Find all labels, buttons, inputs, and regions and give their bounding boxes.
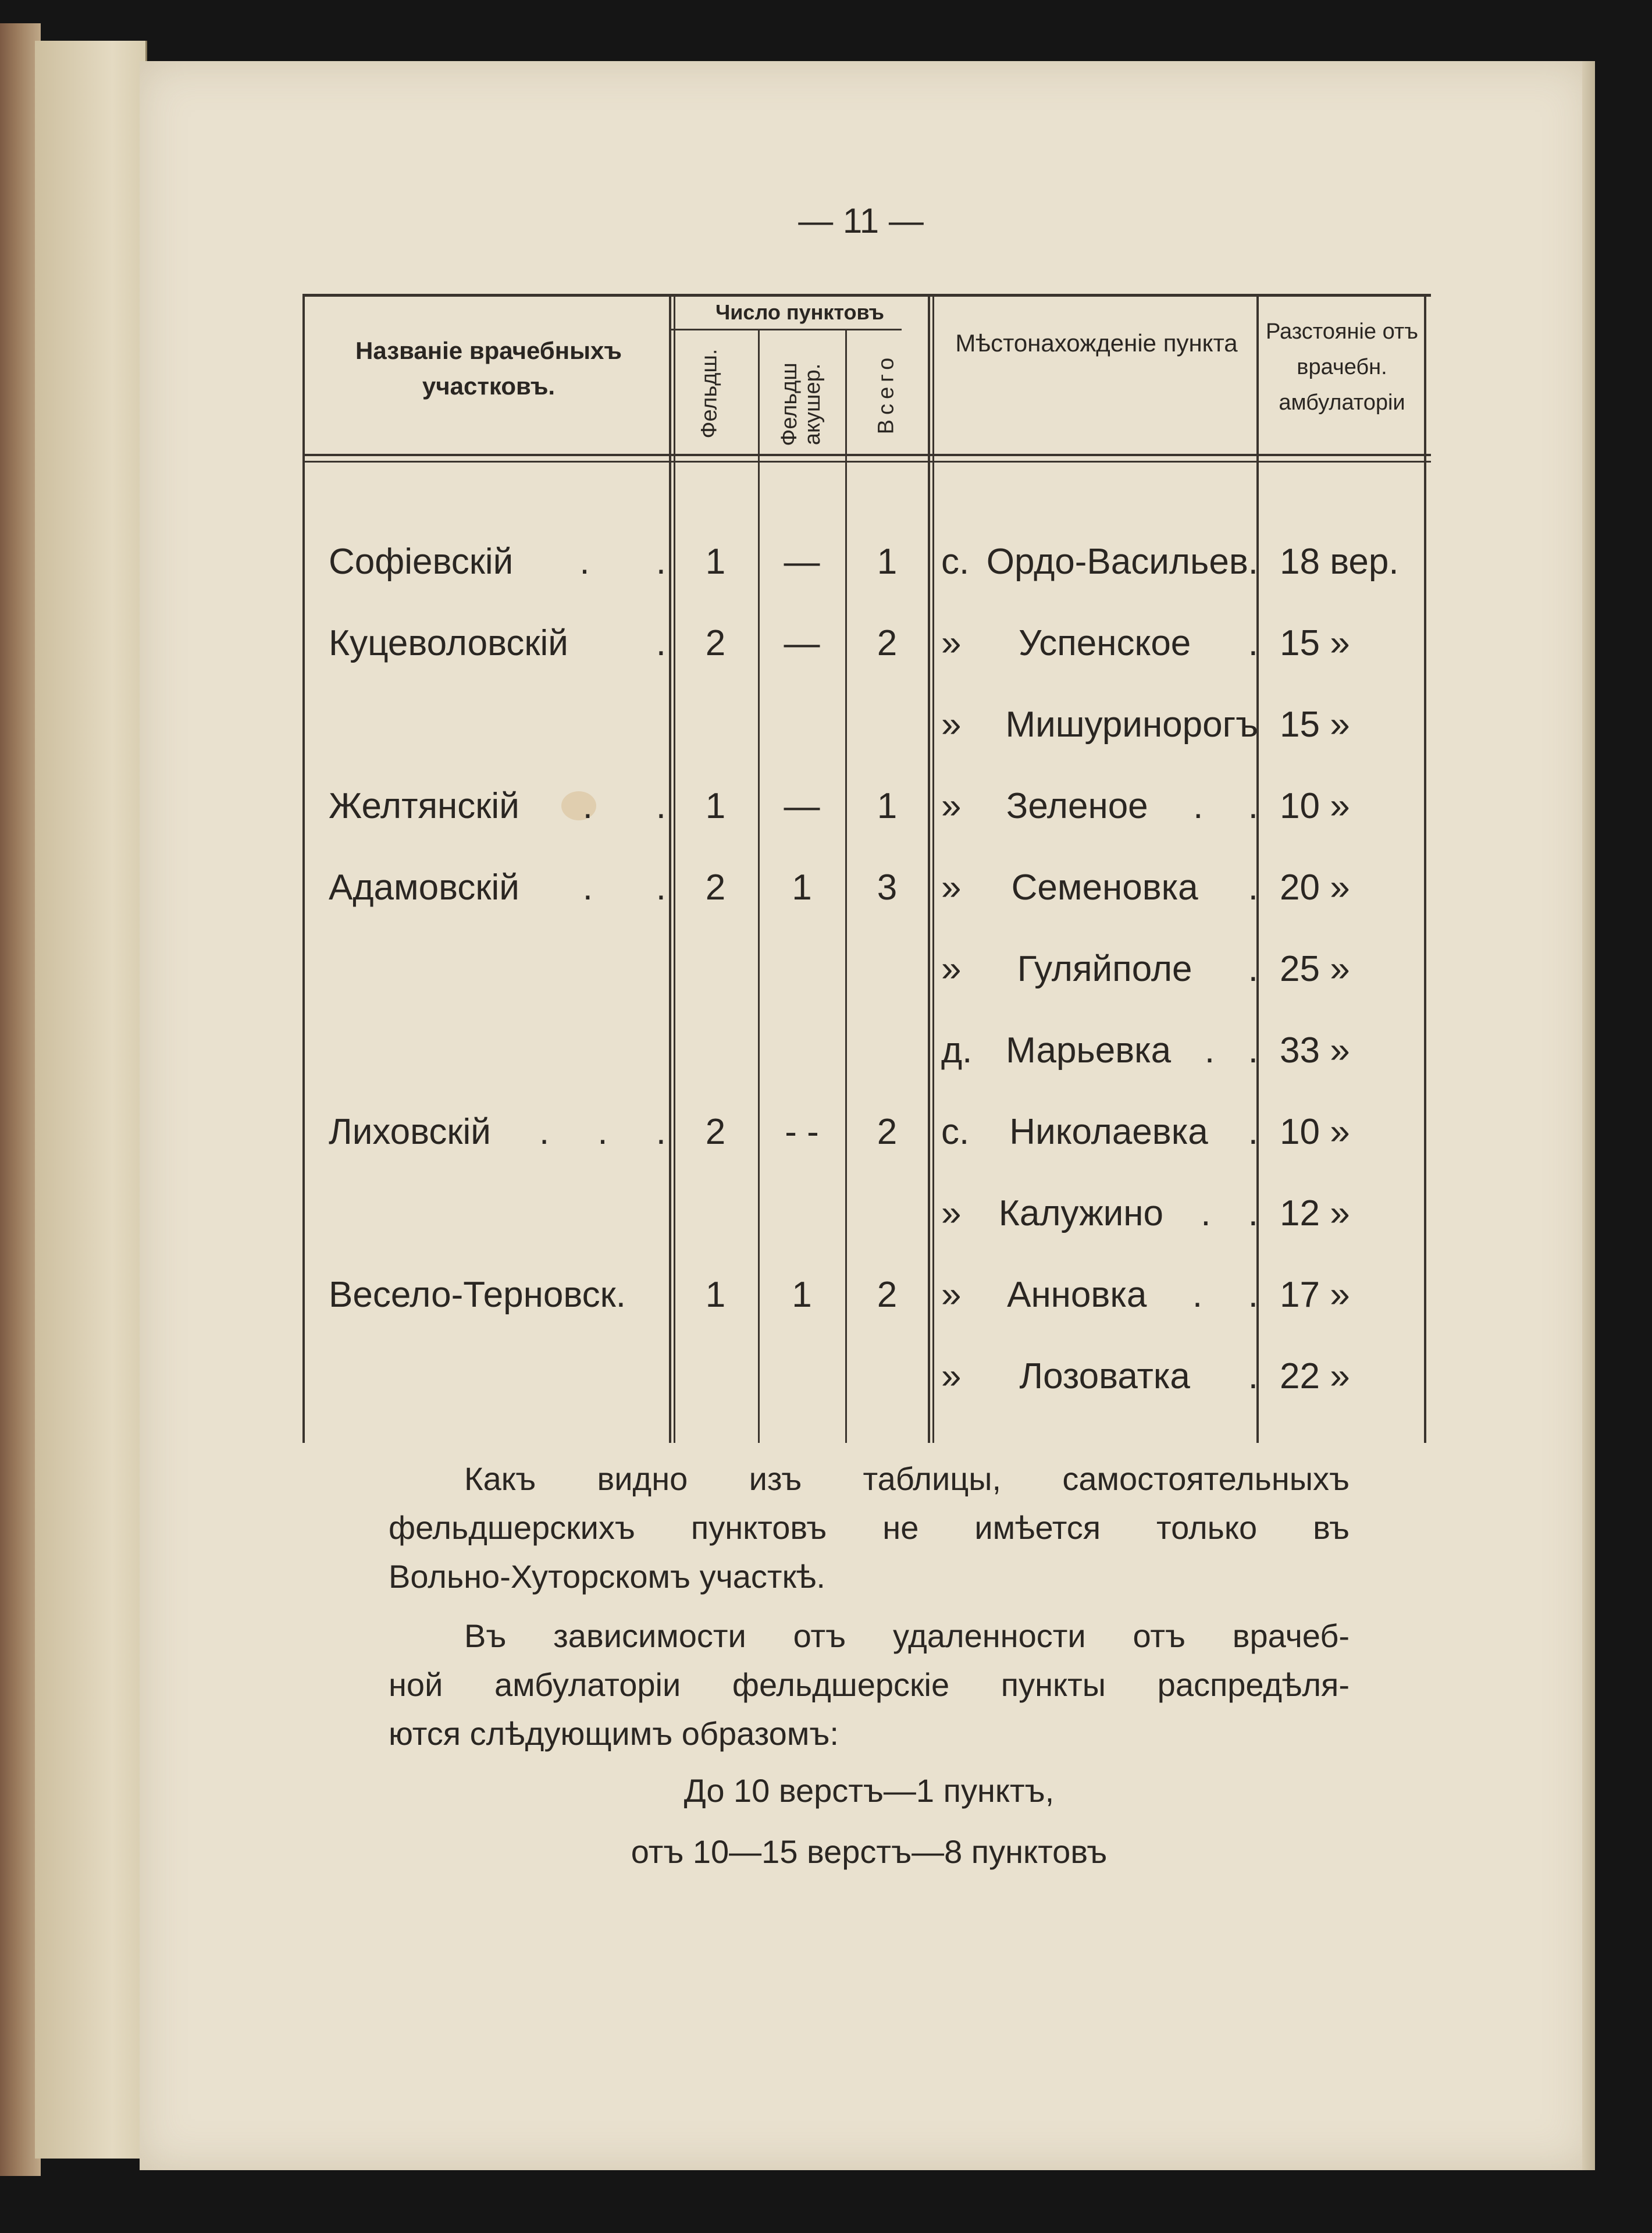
text-line: Въ зависимости отъ удаленности отъ врачеб- bbox=[464, 1617, 1350, 1654]
table-left-rule bbox=[302, 294, 305, 1443]
header-feldsher-midwife: Фельдш акушер. bbox=[777, 362, 825, 446]
cell-total: 2 bbox=[877, 1112, 898, 1152]
paragraph-2 bbox=[389, 1612, 1350, 1758]
header-total: Всего bbox=[874, 353, 899, 435]
cell-feldsher: 2 bbox=[705, 867, 726, 908]
cell-location: » Лозоватка . bbox=[941, 1356, 1258, 1396]
cell-feldsher: 1 bbox=[705, 786, 726, 826]
cell-feldsher: 2 bbox=[705, 1112, 726, 1152]
cell-midwife: — bbox=[784, 786, 820, 826]
page-right-edge bbox=[1582, 61, 1595, 2170]
cell-midwife: 1 bbox=[792, 1275, 812, 1315]
cell-location: с. Ордо-Васильев. bbox=[941, 542, 1258, 582]
list-item-2: отъ 10—15 верстъ—8 пунктовъ bbox=[631, 1833, 1108, 1870]
cell-midwife: 1 bbox=[792, 867, 812, 908]
col-rule bbox=[928, 294, 930, 1443]
text-line: ной амбулаторіи фельдшерскіе пункты распредѣля- bbox=[389, 1666, 1350, 1703]
cell-location: » Гуляйполе . bbox=[941, 949, 1258, 989]
cell-total: 3 bbox=[877, 867, 898, 908]
cell-distance: 22 » bbox=[1280, 1356, 1350, 1396]
cell-feldsher: 2 bbox=[705, 623, 726, 663]
cell-location: с. Николаевка . bbox=[941, 1112, 1258, 1152]
cell-distance: 17 » bbox=[1280, 1275, 1350, 1315]
cell-total: 2 bbox=[877, 1275, 898, 1315]
text-line: Какъ видно изъ таблицы, самостоятельныхъ bbox=[464, 1460, 1350, 1497]
table-top-rule bbox=[302, 294, 1431, 297]
cell-distance: 18 вер. bbox=[1280, 542, 1399, 582]
cell-midwife: — bbox=[784, 542, 820, 582]
cell-total: 1 bbox=[877, 542, 898, 582]
text-line: фельдшерскихъ пунктовъ не имѣется только въ bbox=[389, 1509, 1350, 1546]
cell-distance: 33 » bbox=[1280, 1030, 1350, 1071]
list-item-1: До 10 верстъ—1 пунктъ, bbox=[683, 1772, 1055, 1809]
cell-location: » Мишуринорогъ bbox=[941, 705, 1258, 745]
cell-district: Лиховскій . . . bbox=[329, 1112, 666, 1152]
cell-feldsher: 1 bbox=[705, 1275, 726, 1315]
cell-location: » Калужино . . bbox=[941, 1193, 1258, 1233]
text-line: Вольно-Хуторскомъ участкѣ. bbox=[389, 1558, 825, 1595]
cell-district: Весело-Терновск. bbox=[329, 1275, 626, 1315]
cell-district: Адамовскій . . bbox=[329, 867, 666, 908]
cell-distance: 15 » bbox=[1280, 623, 1350, 663]
cell-total: 1 bbox=[877, 786, 898, 826]
col-rule bbox=[669, 294, 671, 1443]
header-location: Мѣстонахожденіе пункта bbox=[955, 329, 1238, 357]
cell-midwife: — bbox=[784, 623, 820, 663]
cell-distance: 20 » bbox=[1280, 867, 1350, 908]
cell-feldsher: 1 bbox=[705, 542, 726, 582]
cell-location: » Зеленое . . bbox=[941, 786, 1258, 826]
header-district: Названіе врачебныхъ участковъ. bbox=[355, 337, 622, 400]
header-distance: Разстояніе отъ врачебн. амбулаторіи bbox=[1265, 319, 1419, 415]
cell-total: 2 bbox=[877, 623, 898, 663]
previous-page-edge bbox=[35, 41, 147, 2159]
cell-distance: 12 » bbox=[1280, 1193, 1350, 1233]
cell-location: » Успенское . bbox=[941, 623, 1258, 663]
header-rule-1 bbox=[302, 454, 1431, 456]
col-rule bbox=[932, 294, 934, 1443]
cell-distance: 10 » bbox=[1280, 786, 1350, 826]
cell-district: Желтянскій . . bbox=[329, 786, 666, 826]
cell-distance: 15 » bbox=[1280, 705, 1350, 745]
page-number: — 11 — bbox=[798, 201, 924, 240]
cell-location: д. Марьевка . . bbox=[941, 1030, 1258, 1071]
points-group-rule bbox=[669, 329, 902, 330]
text-line: ются слѣдующимъ образомъ: bbox=[389, 1715, 839, 1752]
cell-distance: 25 » bbox=[1280, 949, 1350, 989]
header-rule-2 bbox=[302, 461, 1431, 463]
header-points-group: Число пунктовъ bbox=[715, 300, 884, 324]
cell-location: » Анновка . . bbox=[941, 1275, 1258, 1315]
paragraph-1 bbox=[389, 1455, 1350, 1601]
header-feldsher: Фельдш. bbox=[697, 349, 722, 439]
cell-location: » Семеновка . bbox=[941, 867, 1258, 908]
cell-district: Куцеволовскій . bbox=[329, 623, 666, 663]
cell-district: Софіевскій . . bbox=[329, 542, 666, 582]
cell-distance: 10 » bbox=[1280, 1112, 1350, 1152]
cell-midwife: - - bbox=[785, 1112, 819, 1152]
districts-table bbox=[302, 294, 1431, 1443]
